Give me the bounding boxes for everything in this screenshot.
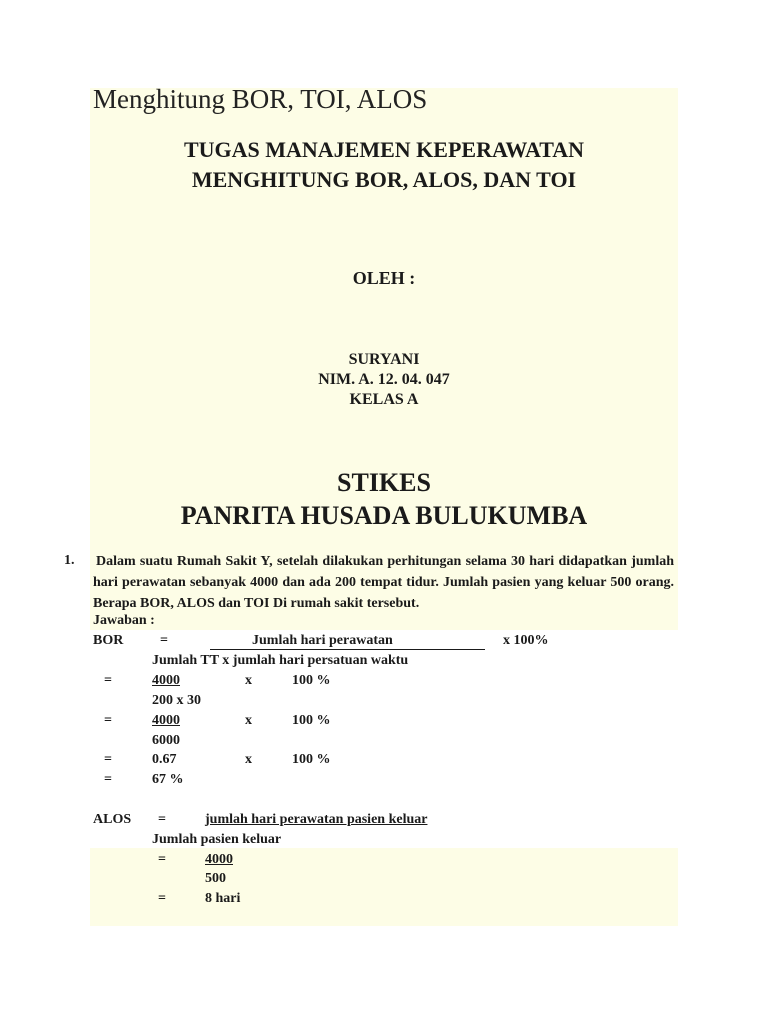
assignment-heading	[90, 135, 678, 195]
bor-times-100: x 100%	[503, 633, 549, 648]
alos-result-equals: =	[158, 891, 166, 906]
page-title: Menghitung BOR, TOI, ALOS	[93, 84, 428, 114]
bor-step1-denominator: 200 x 30	[152, 693, 201, 708]
institution-line-1: STIKES	[337, 468, 431, 497]
bor-step1-percent: 100 %	[292, 673, 331, 688]
alos-label: ALOS	[93, 812, 132, 827]
bor-label: BOR	[93, 633, 124, 648]
bor-equals: =	[160, 633, 168, 648]
problem-number: 1.	[64, 553, 75, 568]
bor-step2-percent: 100 %	[292, 713, 331, 728]
author-name: SURYANI	[348, 351, 420, 368]
bor-fraction-line	[210, 649, 485, 650]
bor-step3-times: x	[245, 752, 252, 767]
bor-result: 67 %	[152, 772, 184, 787]
oleh-label: OLEH :	[352, 268, 416, 288]
alos-step1-equals: =	[158, 852, 166, 867]
bor-step3-percent: 100 %	[292, 752, 331, 767]
alos-denominator: Jumlah pasien keluar	[152, 832, 282, 847]
bor-step1-times: x	[245, 673, 252, 688]
author-block	[90, 350, 678, 410]
alos-step1-numerator: 4000	[205, 852, 233, 867]
heading-line-1: TUGAS MANAJEMEN KEPERAWATAN	[183, 137, 585, 162]
bor-step1-equals: =	[104, 673, 112, 688]
bor-step2-equals: =	[104, 713, 112, 728]
bor-denominator: Jumlah TT x jumlah hari persatuan waktu	[152, 653, 409, 668]
bor-numerator: Jumlah hari perawatan	[252, 633, 393, 648]
author-nim: NIM. A. 12. 04. 047	[318, 371, 450, 388]
alos-step1-denominator: 500	[205, 871, 226, 886]
bor-step2-times: x	[245, 713, 252, 728]
alos-equals: =	[158, 812, 166, 827]
problem-text: Dalam suatu Rumah Sakit Y, setelah dilakukan perhitungan selama 30 hari didapatkan jumlah hari perawatan sebanyak 4000 dan ada 200 tempat tidur. Jumlah pasien yang keluar 500 orang. Berapa BOR, ALOS dan TOI Di rumah sakit tersebut.	[93, 554, 674, 611]
bor-step3-equals: =	[104, 752, 112, 767]
alos-result: 8 hari	[205, 891, 241, 906]
answer-label: Jawaban :	[93, 613, 155, 628]
alos-numerator: jumlah hari perawatan pasien keluar	[205, 812, 428, 827]
bor-result-equals: =	[104, 772, 112, 787]
heading-line-2: MENGHITUNG BOR, ALOS, DAN TOI	[191, 167, 577, 192]
bor-step2-numerator: 4000	[152, 713, 180, 728]
bor-step3-value: 0.67	[152, 752, 177, 767]
bor-step1-numerator: 4000	[152, 673, 180, 688]
institution-line-2: PANRITA HUSADA BULUKUMBA	[180, 501, 588, 530]
highlight-background-bottom	[90, 848, 678, 926]
bor-step2-denominator: 6000	[152, 733, 180, 748]
author-class: KELAS A	[349, 391, 419, 408]
